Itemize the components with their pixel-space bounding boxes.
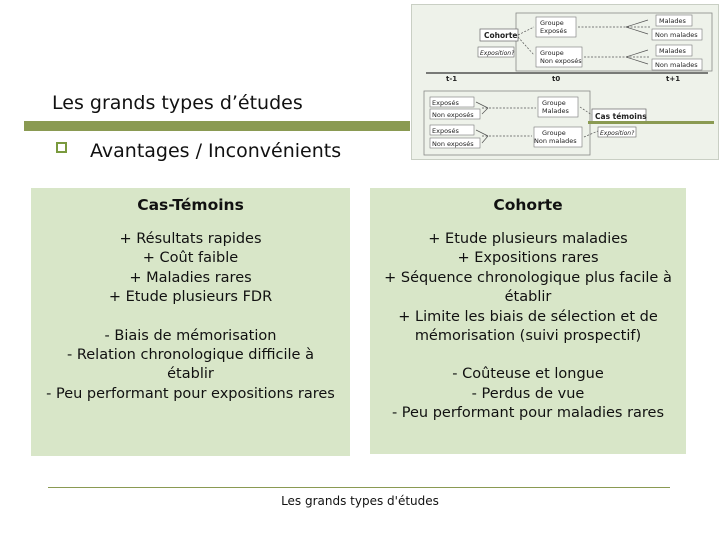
malades-2: Malades: [659, 47, 686, 55]
cohorte-panel: [370, 188, 686, 454]
cohorte-advantages: [370, 230, 686, 346]
non-malades-1: Non malades: [655, 31, 698, 39]
disadvantage-item: - Coûteuse et longue: [452, 366, 604, 383]
advantage-item: + Etude plusieurs maladies: [428, 231, 628, 247]
cas-temoins-heading: Cas-Témoins: [137, 196, 244, 214]
groupe-non-malades-l1: Groupe: [542, 129, 566, 137]
malades-1: Malades: [659, 17, 686, 25]
advantage-item: + Limite les biais de sélection et de mémorisation (suivi prospectif): [398, 308, 658, 345]
non-malades-2: Non malades: [655, 61, 698, 69]
non-exposes-1: Non exposés: [432, 111, 474, 119]
time-label-t-minus-1: t-1: [446, 75, 458, 83]
exposition-q2: Exposition?: [600, 130, 635, 137]
slide-title: Les grands types d’études: [52, 92, 303, 114]
disadvantage-item: - Peu performant pour expositions rares: [46, 385, 335, 402]
cohorte-label: Cohorte: [484, 31, 518, 40]
advantage-item: + Expositions rares: [457, 250, 599, 267]
advantage-item: + Etude plusieurs FDR: [108, 289, 273, 306]
cohorte-heading: Cohorte: [493, 196, 563, 214]
time-label-t0: t0: [552, 75, 561, 83]
footer-divider: [48, 487, 670, 488]
groupe-non-exposes-l2: Non exposés: [540, 57, 582, 65]
study-design-diagram: [411, 4, 719, 160]
advantage-item: + Coût faible: [142, 250, 239, 267]
title-underline-bar-right: [588, 121, 714, 124]
cas-temoins-disadvantages: [31, 327, 350, 405]
non-exposes-2: Non exposés: [432, 140, 474, 148]
groupe-exposes-l1: Groupe: [540, 19, 564, 27]
cas-temoins-label: Cas témoins: [595, 112, 647, 121]
exposes-2: Exposés: [432, 127, 459, 135]
study-design-svg: [412, 5, 718, 159]
advantage-item: + Maladies rares: [129, 269, 252, 286]
groupe-malades-l2: Malades: [542, 107, 569, 115]
exposes-1: Exposés: [432, 99, 459, 107]
disadvantage-item: - Biais de mémorisation: [104, 327, 277, 344]
slide-subtitle: Avantages / Inconvénients: [90, 140, 342, 162]
groupe-non-malades-l2: Non malades: [534, 137, 577, 145]
cas-temoins-panel: [31, 188, 350, 456]
disadvantage-item: - Perdus de vue: [471, 385, 585, 402]
advantage-item: + Séquence chronologique plus facile à établir: [384, 269, 672, 306]
disadvantage-item: - Relation chronologique difficile à établir: [67, 347, 314, 383]
groupe-exposes-l2: Exposés: [540, 27, 567, 35]
cas-temoins-advantages: [31, 230, 350, 308]
groupe-non-exposes-l1: Groupe: [540, 49, 564, 57]
cohorte-disadvantages: [370, 365, 686, 423]
disadvantage-item: - Peu performant pour maladies rares: [391, 405, 665, 422]
square-bullet-icon: [56, 142, 67, 153]
groupe-malades-l1: Groupe: [542, 99, 566, 107]
exposition-q1: Exposition?: [480, 50, 515, 57]
title-underline-bar: [24, 121, 410, 131]
time-label-t-plus-1: t+1: [666, 75, 681, 83]
advantage-item: + Résultats rapides: [119, 231, 262, 247]
footer-text: Les grands types d'études: [281, 494, 439, 508]
